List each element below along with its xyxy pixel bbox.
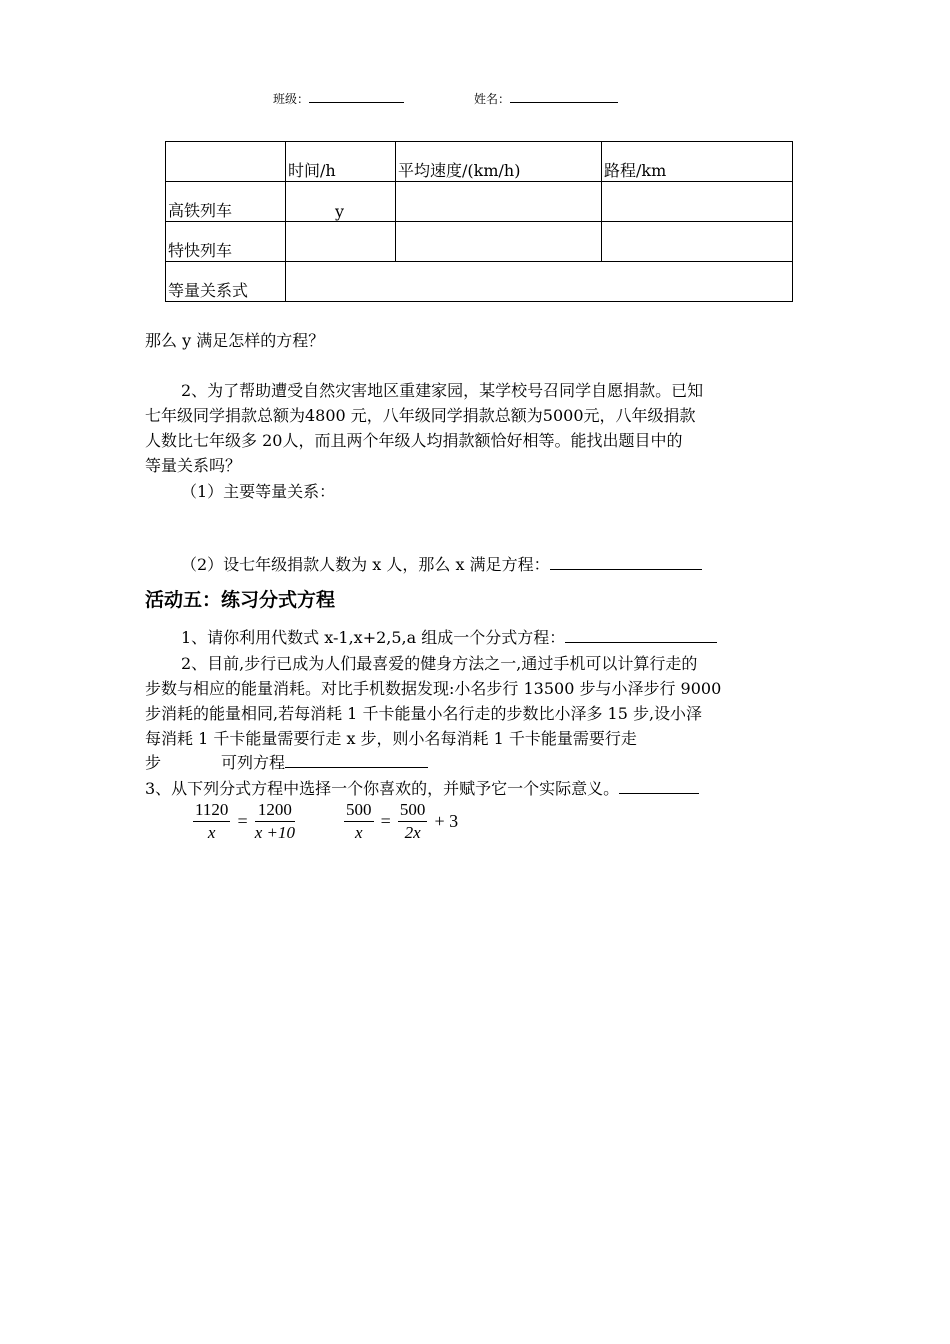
exercise2-line: 每消耗 1 千卡能量需要行走 x 步，则小名每消耗 1 千卡能量需要行走	[145, 729, 637, 748]
table-header-row	[166, 142, 793, 182]
exercise1-text: 1、请你利用代数式 x-1,x+2,5,a 组成一个分式方程：	[181, 628, 566, 647]
numerator: 1200	[255, 799, 295, 822]
answer-blank[interactable]	[285, 754, 428, 768]
answer-blank[interactable]	[619, 780, 699, 794]
table-row	[166, 182, 793, 222]
answer-blank[interactable]	[565, 629, 717, 643]
speed-cell[interactable]	[396, 182, 602, 222]
table-row	[166, 222, 793, 262]
exercise1	[181, 625, 717, 648]
equals-sign: =	[380, 811, 391, 831]
name-field	[474, 89, 618, 107]
numerator: 500	[398, 799, 428, 822]
relation-cell[interactable]	[286, 262, 793, 302]
row-label: 高铁列车	[166, 182, 286, 222]
exercise2-tail	[221, 750, 428, 773]
exercise2-line: 步数与相应的能量消耗。对比手机数据发现:小名步行 13500 步与小泽步行 9000	[145, 679, 722, 698]
fraction	[193, 799, 230, 844]
denominator: x +10	[254, 823, 295, 842]
exercise2-tail-a: 步	[145, 753, 162, 772]
problem2-sub1: （1）主要等量关系：	[181, 482, 336, 501]
problem2-sub2	[181, 552, 702, 575]
class-label: 班级：	[273, 92, 310, 106]
problem2-line: 人数比七年级多 20人，而且两个年级人均捐款额恰好相等。能找出题目中的	[145, 431, 683, 450]
class-blank[interactable]	[309, 89, 404, 103]
plus-term: + 3	[434, 811, 459, 831]
table-header-cell	[166, 142, 286, 182]
fraction	[398, 799, 428, 844]
problem2-line: 2、为了帮助遭受自然灾害地区重建家园，某学校号召同学自愿捐款。已知	[181, 381, 704, 400]
exercise2-line: 2、目前,步行已成为人们最喜爱的健身方法之一,通过手机可以计算行走的	[181, 654, 698, 673]
problem2-line: 七年级同学捐款总额为4800 元，八年级同学捐款总额为5000元，八年级捐款	[145, 406, 696, 425]
name-blank[interactable]	[510, 89, 618, 103]
denominator: 2x	[404, 823, 421, 842]
exercise3	[145, 776, 699, 799]
time-cell[interactable]	[286, 222, 396, 262]
table-header-cell: 路程/km	[602, 142, 793, 182]
row-label: 等量关系式	[166, 262, 286, 302]
answer-blank[interactable]	[550, 556, 702, 570]
denominator: x	[207, 823, 216, 842]
speed-table	[165, 141, 793, 302]
numerator: 500	[344, 799, 374, 822]
equation-2	[344, 799, 460, 844]
row-label: 特快列车	[166, 222, 286, 262]
distance-cell[interactable]	[602, 222, 793, 262]
equals-sign: =	[237, 811, 248, 831]
section-title: 活动五：练习分式方程	[145, 589, 336, 611]
equation-1	[193, 799, 295, 844]
time-cell[interactable]: y	[286, 182, 396, 222]
denominator: x	[354, 823, 363, 842]
table-row	[166, 262, 793, 302]
fraction	[344, 799, 374, 844]
table-header-cell: 平均速度/(km/h)	[396, 142, 602, 182]
exercise3-text: 3、从下列分式方程中选择一个你喜欢的，并赋予它一个实际意义。	[145, 779, 620, 798]
exercise2-line: 步消耗的能量相同,若每消耗 1 千卡能量小名行走的步数比小泽多 15 步,设小泽	[145, 704, 703, 723]
numerator: 1120	[193, 799, 230, 822]
problem2-sub2-text: （2）设七年级捐款人数为 x 人，那么 x 满足方程：	[181, 555, 550, 574]
table-header-cell: 时间/h	[286, 142, 396, 182]
fraction	[255, 799, 295, 844]
problem2-line: 等量关系吗？	[145, 456, 242, 475]
distance-cell[interactable]	[602, 182, 793, 222]
name-label: 姓名：	[474, 92, 511, 106]
class-field	[273, 89, 404, 107]
speed-cell[interactable]	[396, 222, 602, 262]
exercise2-tail-b: 可列方程	[221, 753, 286, 772]
question-y: 那么 y 满足怎样的方程？	[145, 331, 325, 350]
